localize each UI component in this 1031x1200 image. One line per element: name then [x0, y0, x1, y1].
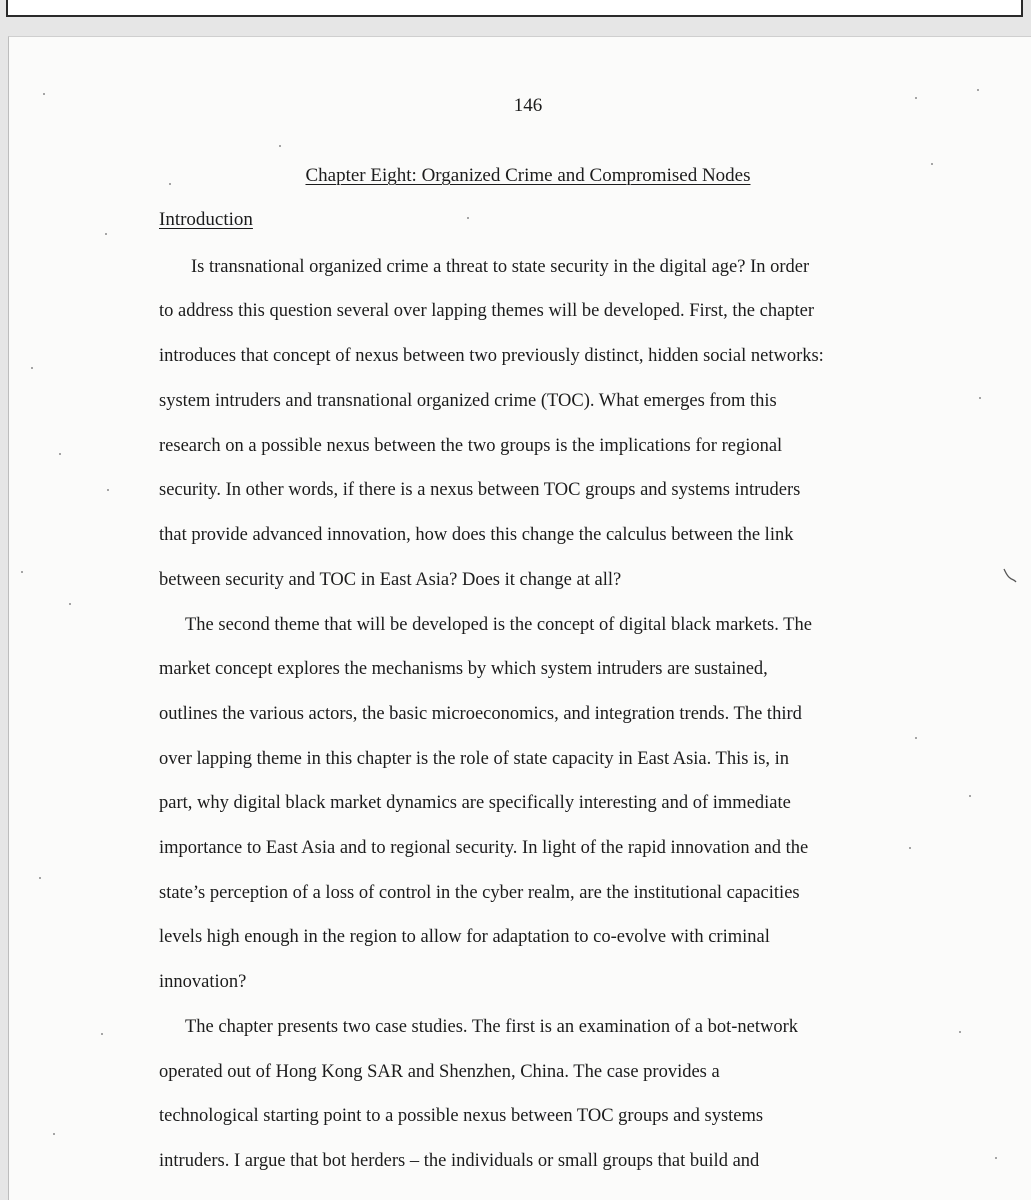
body-text-line: system intruders and transnational organized crime (TOC). What emerges from this — [159, 391, 777, 411]
scan-speck — [21, 571, 23, 573]
scan-speck — [979, 397, 981, 399]
scan-speck — [39, 877, 41, 879]
body-text-line: The chapter presents two case studies. The first is an examination of a bot-network — [185, 1017, 799, 1037]
scan-speck — [53, 1133, 55, 1135]
scan-speck — [101, 1033, 103, 1035]
body-text-line: Is transnational organized crime a threat to state security in the digital age? In order — [191, 257, 810, 277]
scan-speck — [279, 145, 281, 147]
previous-page-edge — [6, 0, 1023, 17]
body-text-line: that provide advanced innovation, how does this change the calculus between the link — [159, 525, 794, 545]
body-text-line: introduces that concept of nexus between two previously distinct, hidden social networks: — [159, 346, 824, 366]
body-text-line: levels high enough in the region to allow for adaptation to co-evolve with criminal — [159, 927, 770, 947]
body-text-line: importance to East Asia and to regional security. In light of the rapid innovation and the — [159, 838, 809, 858]
body-text-line: part, why digital black market dynamics are specifically interesting and of immediate — [159, 793, 791, 813]
scan-speck — [915, 737, 917, 739]
body-text-line: between security and TOC in East Asia? Does it change at all? — [159, 570, 622, 590]
scan-speck — [977, 89, 979, 91]
body-text-line: intruders. I argue that bot herders – the individuals or small groups that build and — [159, 1151, 760, 1171]
scan-speck — [69, 603, 71, 605]
scan-speck — [467, 217, 469, 219]
body-text-line: outlines the various actors, the basic microeconomics, and integration trends. The third — [159, 704, 802, 724]
scan-speck — [31, 367, 33, 369]
body-text-line: research on a possible nexus between the two groups is the implications for regional — [159, 436, 783, 456]
body-text-line: over lapping theme in this chapter is the role of state capacity in East Asia. This is, in — [159, 749, 790, 769]
scan-speck — [959, 1031, 961, 1033]
body-text-line: security. In other words, if there is a nexus between TOC groups and systems intruders — [159, 480, 801, 500]
scan-speck — [969, 795, 971, 797]
document-page — [8, 36, 1031, 1200]
body-text-line: operated out of Hong Kong SAR and Shenzhen, China. The case provides a — [159, 1062, 720, 1082]
body-text-line: to address this question several over lapping themes will be developed. First, the chapter — [159, 301, 815, 321]
body-text-line: The second theme that will be developed is the concept of digital black markets. The — [185, 615, 812, 635]
scan-speck — [105, 233, 107, 235]
scan-speck — [107, 489, 109, 491]
scan-speck — [59, 453, 61, 455]
scan-speck — [909, 847, 911, 849]
body-text-line: state’s perception of a loss of control in the cyber realm, are the institutional capacities — [159, 883, 800, 903]
margin-pen-mark — [1001, 567, 1023, 594]
body-text-line: market concept explores the mechanisms by which system intruders are sustained, — [159, 659, 768, 679]
body-text-line: technological starting point to a possible nexus between TOC groups and systems — [159, 1106, 764, 1126]
body-text-line: innovation? — [159, 972, 247, 992]
page-number: 146 — [513, 95, 543, 116]
scan-speck — [995, 1157, 997, 1159]
section-heading: Introduction — [159, 209, 253, 230]
chapter-title: Chapter Eight: Organized Crime and Compromised Nodes — [305, 165, 751, 186]
